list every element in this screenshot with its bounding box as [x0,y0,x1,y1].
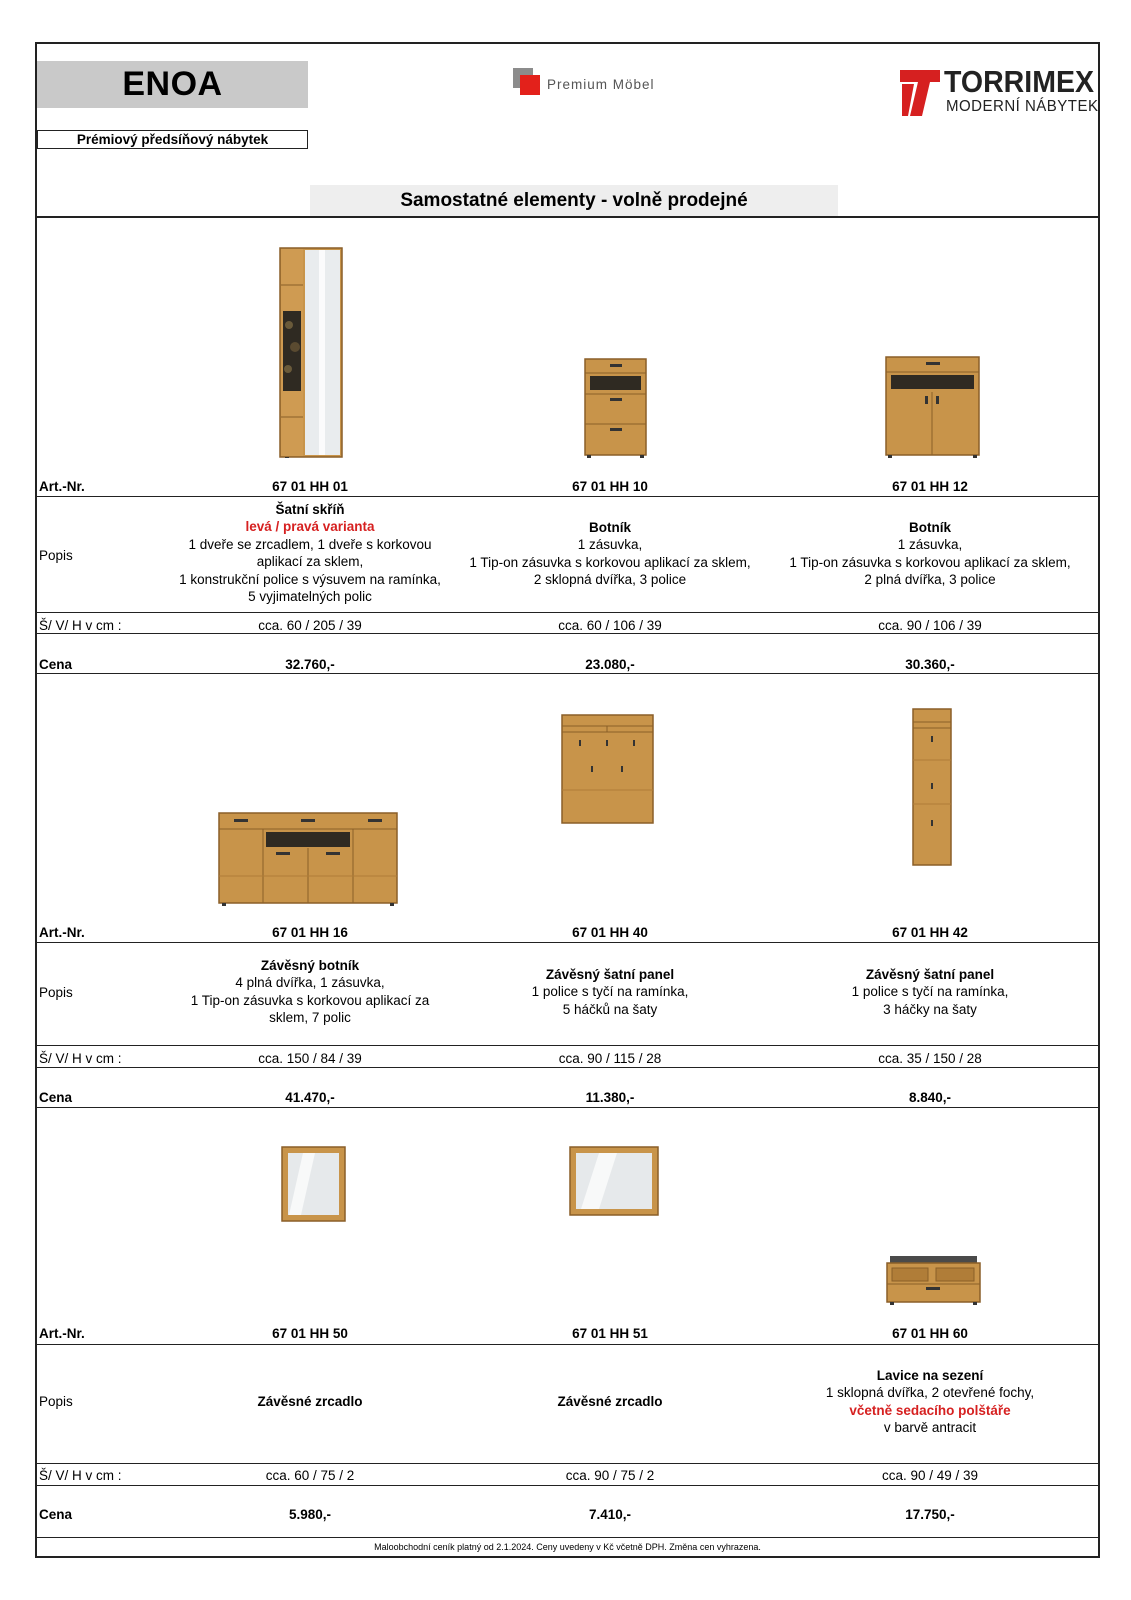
row2-dims-label: Š/ V/ H v cm : [39,1051,122,1066]
divider [37,612,1098,613]
divider [37,1067,1098,1068]
section-title: Samostatné elementy - volně prodejné [400,190,748,211]
product-image-mirror-60 [281,1146,346,1222]
row3-desc-2 [460,1393,760,1410]
row1-art-label: Art.-Nr. [39,479,85,494]
row2-dims-2: cca. 90 / 115 / 28 [558,1051,662,1066]
row3-price-label: Cena [39,1507,73,1522]
torrimex-company-name: TORRIMEX [944,64,1095,99]
row1-desc-1 [160,501,460,605]
description-line: 5 vyjimatelných polic [248,589,372,605]
row3-dims-label: Š/ V/ H v cm : [39,1468,122,1483]
description-line: včetně sedacího polštáře [849,1402,1011,1418]
row2-art-2: 67 01 HH 40 [572,925,648,940]
row3-popis-label: Popis [39,1394,73,1409]
premium-moebel-logo-text: Premium Möbel [547,77,655,92]
row3-price-1: 5.980,- [288,1507,332,1522]
row1-popis-label: Popis [39,548,73,563]
row2-price-1: 41.470,- [285,1090,335,1105]
row2-desc-3 [780,966,1080,1018]
divider [37,1344,1098,1345]
product-image-coat-panel-35 [912,708,952,866]
divider [37,1463,1098,1464]
row1-art-3: 67 01 HH 12 [892,479,968,494]
row3-dims-1: cca. 60 / 75 / 2 [265,1468,355,1483]
description-line: 1 police s tyčí na ramínka, [851,984,1009,1000]
torrimex-logo-icon [900,70,940,116]
product-name: Závěsné zrcadlo [557,1394,663,1409]
description-line: 2 plná dvířka, 3 police [864,572,996,588]
row3-price-2: 7.410,- [588,1507,632,1522]
row2-price-2: 11.380,- [585,1090,635,1105]
product-name: Závěsné zrcadlo [257,1394,363,1409]
row1-price-3: 30.360,- [905,657,955,672]
row2-price-label: Cena [39,1090,73,1105]
divider [37,1107,1098,1108]
description-line: 2 sklopná dvířka, 3 police [533,572,687,588]
row2-desc-1 [160,957,460,1027]
row1-desc-2 [460,519,760,589]
row3-desc-3 [780,1367,1080,1437]
row1-dims-label: Š/ V/ H v cm : [39,618,122,633]
brand-title: ENOA [122,65,223,103]
product-name: Šatní skříň [275,502,345,517]
row3-art-1: 67 01 HH 50 [272,1326,348,1341]
row2-art-label: Art.-Nr. [39,925,85,940]
divider [37,496,1098,497]
row3-art-2: 67 01 HH 51 [572,1326,648,1341]
row2-dims-3: cca. 35 / 150 / 28 [878,1051,982,1066]
description-line: 1 zásuvka, [897,537,963,553]
row3-desc-1 [160,1393,460,1410]
product-image-shoe-cabinet-60 [584,358,647,458]
row1-price-2: 23.080,- [585,657,635,672]
divider [37,633,1098,634]
product-name: Závěsný šatní panel [545,967,675,982]
description-line: sklem, 7 polic [269,1010,351,1026]
row2-art-3: 67 01 HH 42 [892,925,968,940]
divider [37,673,1098,674]
footer-note: Maloobchodní ceník platný od 2.1.2024. Ceny uvedeny v Kč včetně DPH. Změna cen vyhrazena. [374,1542,761,1552]
description-line: 1 police s tyčí na ramínka, [531,984,689,1000]
row1-price-1: 32.760,- [285,657,335,672]
row3-dims-3: cca. 90 / 49 / 39 [881,1468,979,1483]
description-line: 1 sklopná dvířka, 2 otevřené fochy, [825,1385,1035,1401]
row1-dims-2: cca. 60 / 106 / 39 [558,618,662,633]
description-line: 1 zásuvka, [577,537,643,553]
description-line: 4 plná dvířka, 1 zásuvka, [235,975,385,991]
product-image-bench [886,1256,981,1306]
row1-art-1: 67 01 HH 01 [272,479,348,494]
product-name: Botník [589,520,631,535]
divider [37,942,1098,943]
divider [37,1537,1098,1538]
description-line: 3 háčky na šaty [883,1001,977,1017]
product-name: Závěsný šatní panel [865,967,995,982]
description-line: aplikací za sklem, [256,554,364,570]
torrimex-tagline: MODERNÍ NÁBYTEK [946,98,1099,115]
row3-dims-2: cca. 90 / 75 / 2 [565,1468,655,1483]
description-line: 1 Tip-on zásuvka s korkovou aplikací za sklem, [469,554,751,570]
product-image-shoe-cabinet-90 [885,356,980,458]
row1-art-2: 67 01 HH 10 [572,479,648,494]
description-line: 1 Tip-on zásuvka s korkovou aplikací za sklem, [789,554,1071,570]
product-name: Lavice na sezení [876,1368,984,1383]
row2-dims-1: cca. 150 / 84 / 39 [258,1051,362,1066]
product-image-sideboard [218,812,398,907]
description-line: 5 háčků na šaty [562,1001,658,1017]
product-name: Botník [909,520,951,535]
section-divider [37,216,1098,218]
row2-desc-2 [460,966,760,1018]
product-image-mirror-90 [569,1146,659,1216]
description-line: 1 dveře se zrcadlem, 1 dveře s korkovou [188,536,432,552]
description-line: v barvě antracit [883,1420,977,1436]
row3-art-label: Art.-Nr. [39,1326,85,1341]
brand-subtitle: Prémiový předsíňový nábytek [37,130,308,149]
description-line: levá / pravá varianta [245,519,375,535]
row2-price-3: 8.840,- [908,1090,952,1105]
row1-desc-3 [780,519,1080,589]
product-image-wardrobe [279,247,343,458]
divider [37,1485,1098,1486]
row3-art-3: 67 01 HH 60 [892,1326,968,1341]
row1-dims-1: cca. 60 / 205 / 39 [258,618,362,633]
row1-price-label: Cena [39,657,73,672]
description-line: 1 konstrukční police s výsuvem na ramínka, [179,571,441,587]
row3-price-3: 17.750,- [905,1507,955,1522]
divider [37,1045,1098,1046]
row2-art-1: 67 01 HH 16 [272,925,348,940]
description-line: 1 Tip-on zásuvka s korkovou aplikací za [190,992,430,1008]
product-image-coat-panel-90 [561,714,654,824]
premium-moebel-logo-square-red [520,75,540,95]
row1-dims-3: cca. 90 / 106 / 39 [878,618,982,633]
row2-popis-label: Popis [39,985,73,1000]
product-name: Závěsný botník [260,958,360,973]
